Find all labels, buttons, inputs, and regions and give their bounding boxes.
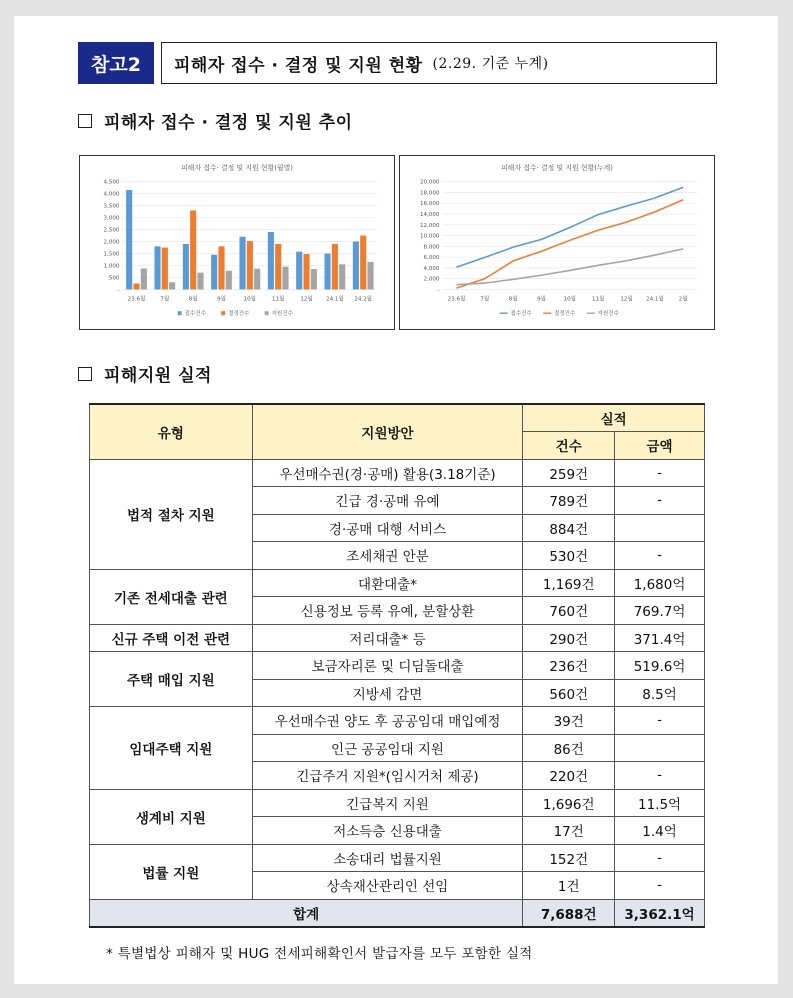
table-row [90, 844, 705, 872]
amount-cell: - [615, 707, 705, 735]
legend-swatch [221, 311, 225, 315]
method-cell: 저소득층 신용대출 [252, 817, 523, 845]
amount-cell: - [615, 844, 705, 872]
method-cell: 인근 공공임대 지원 [252, 734, 523, 762]
count-cell: 290건 [523, 624, 615, 652]
method-cell: 우선매수권(경·공매) 활용(3.18기준) [252, 459, 523, 487]
y-tick-label: 4,000 [423, 265, 440, 272]
y-tick-label: 10,000 [420, 233, 440, 240]
section-results-heading [78, 361, 212, 386]
category-cell: 기존 전세대출 관련 [90, 569, 253, 624]
count-cell: 884건 [523, 514, 615, 542]
page-title: 피해자 접수 · 결정 및 지원 현황 [174, 55, 423, 76]
total-row [90, 899, 705, 927]
header-method: 지원방안 [252, 404, 523, 459]
category-cell: 법적 절차 지원 [90, 459, 253, 569]
count-cell: 236건 [523, 652, 615, 680]
y-tick-label: 1,500 [103, 251, 120, 258]
x-tick-label: 10월 [563, 296, 577, 303]
y-tick-label: 18,000 [420, 190, 440, 197]
x-tick-label: 24.1월 [646, 296, 664, 303]
count-cell: 1건 [523, 872, 615, 900]
y-tick-label: 20,000 [420, 179, 440, 186]
count-cell: 789건 [523, 487, 615, 515]
y-tick-label: 3,500 [103, 203, 120, 210]
total-count: 7,688건 [523, 899, 615, 927]
category-cell: 생계비 지원 [90, 789, 253, 844]
header-count: 건수 [523, 432, 615, 460]
x-tick-label: 9월 [537, 296, 546, 303]
checkbox-square-icon [78, 367, 92, 381]
bar [218, 246, 224, 289]
bar [254, 269, 260, 290]
x-tick-label: 23.6월 [447, 296, 466, 303]
bar [360, 236, 366, 290]
series-line [456, 187, 683, 267]
count-cell: 39건 [523, 707, 615, 735]
method-cell: 우선매수권 양도 후 공공임대 매입예정 [252, 707, 523, 735]
total-amount: 3,362.1억 [615, 899, 705, 927]
bar [275, 244, 281, 289]
bar [303, 254, 309, 289]
bar [162, 248, 168, 290]
chart-title: 피해자 접수· 결정 및 지원 현황(누계) [501, 163, 613, 172]
method-cell: 긴급 경·공매 유예 [252, 487, 523, 515]
y-tick-label: 2,000 [423, 276, 440, 283]
y-tick-label: 6,000 [423, 255, 440, 262]
table-row [90, 569, 705, 597]
section-trend-title: 피해자 접수 · 결정 및 지원 추이 [104, 113, 353, 133]
amount-cell: - [615, 872, 705, 900]
amount-cell: 519.6억 [615, 652, 705, 680]
total-label: 합계 [90, 899, 523, 927]
count-cell: 259건 [523, 459, 615, 487]
bar [183, 244, 189, 289]
checkbox-square-icon [78, 114, 92, 128]
monthly-bar-chart [79, 155, 395, 330]
y-tick-label: 4,500 [103, 179, 120, 186]
method-cell: 조세채권 안분 [252, 542, 523, 570]
legend-label: 접수건수 [510, 311, 532, 318]
y-tick-label: 8,000 [423, 244, 440, 251]
x-tick-label: 9월 [217, 296, 226, 303]
amount-cell: 1.4억 [615, 817, 705, 845]
bar [197, 273, 203, 290]
y-tick-label: 16,000 [420, 201, 440, 208]
count-cell: 17건 [523, 817, 615, 845]
bar [141, 268, 147, 289]
method-cell: 긴급주거 지원*(임시거처 제공) [252, 762, 523, 790]
method-cell: 상속재산관리인 선임 [252, 872, 523, 900]
count-cell: 1,169건 [523, 569, 615, 597]
y-tick-label: 2,500 [103, 227, 120, 234]
category-cell: 법률 지원 [90, 844, 253, 899]
amount-cell: - [615, 542, 705, 570]
count-cell: 530건 [523, 542, 615, 570]
x-tick-label: 24.2월 [354, 296, 373, 303]
amount-cell: - [615, 487, 705, 515]
cumulative-line-chart-svg [400, 156, 714, 329]
bar [282, 267, 288, 290]
x-tick-label: 7월 [160, 296, 170, 303]
category-cell: 신규 주택 이전 관련 [90, 624, 253, 652]
method-cell: 소송대리 법률지원 [252, 844, 523, 872]
bar [353, 242, 359, 290]
y-tick-label: 3,000 [103, 215, 120, 222]
header-type: 유형 [90, 404, 253, 459]
x-tick-label: 8월 [508, 296, 518, 303]
amount-cell: 769.7억 [615, 597, 705, 625]
amount-cell [615, 734, 705, 762]
y-tick-label: 12,000 [420, 222, 440, 229]
count-cell: 152건 [523, 844, 615, 872]
method-cell: 대환대출* [252, 569, 523, 597]
chart-title: 피해자 접수· 결정 및 지원 현황(월별) [181, 163, 293, 172]
bar [367, 262, 373, 290]
y-tick-label: 1,000 [103, 263, 120, 270]
category-cell: 주택 매입 지원 [90, 652, 253, 707]
count-cell: 86건 [523, 734, 615, 762]
category-cell: 임대주택 지원 [90, 707, 253, 790]
legend-swatch [178, 311, 182, 315]
bar [268, 232, 274, 289]
bar [169, 282, 175, 289]
x-tick-label: 11월 [592, 296, 605, 303]
bar [226, 271, 232, 290]
bar [133, 283, 139, 289]
amount-cell: - [615, 459, 705, 487]
section-trend-heading [78, 108, 353, 133]
legend-label: 접수건수 [184, 311, 206, 318]
method-cell: 지방세 감면 [252, 679, 523, 707]
x-tick-label: 12월 [300, 296, 313, 303]
y-tick-label: - [437, 287, 440, 294]
method-cell: 긴급복지 지원 [252, 789, 523, 817]
y-tick-label: 2,000 [103, 239, 120, 246]
page-subtitle: (2.29. 기준 누계) [432, 56, 549, 72]
series-line [456, 200, 683, 288]
amount-cell [615, 514, 705, 542]
legend-label: 결정건수 [554, 311, 576, 318]
legend-label: 지원건수 [271, 311, 293, 318]
support-results-table [89, 403, 705, 928]
x-tick-label: 7월 [480, 296, 490, 303]
bar [190, 210, 196, 289]
y-tick-label: - [117, 287, 120, 294]
y-tick-label: 500 [108, 275, 120, 282]
table-row [90, 652, 705, 680]
legend-label: 결정건수 [228, 311, 250, 318]
x-tick-label: 10월 [243, 296, 257, 303]
table-row [90, 624, 705, 652]
table-body [90, 459, 705, 927]
header-result: 실적 [523, 404, 705, 432]
footnote: * 특별법상 피해자 및 HUG 전세피해확인서 발급자를 모두 포함한 실적 [106, 946, 533, 962]
document-header [78, 42, 717, 84]
amount-cell: 1,680억 [615, 569, 705, 597]
bar [339, 264, 345, 289]
count-cell: 560건 [523, 679, 615, 707]
legend-label: 지원건수 [597, 311, 619, 318]
bar [324, 254, 330, 290]
bar [247, 241, 253, 289]
x-tick-label: 2월 [678, 296, 688, 303]
count-cell: 760건 [523, 597, 615, 625]
x-tick-label: 11월 [272, 296, 285, 303]
amount-cell: 8.5억 [615, 679, 705, 707]
method-cell: 보금자리론 및 디딤돌대출 [252, 652, 523, 680]
x-tick-label: 24.1월 [326, 296, 344, 303]
amount-cell: 371.4억 [615, 624, 705, 652]
method-cell: 경·공매 대행 서비스 [252, 514, 523, 542]
amount-cell: 11.5억 [615, 789, 705, 817]
monthly-bar-chart-svg [80, 156, 394, 329]
count-cell: 220건 [523, 762, 615, 790]
bar [126, 190, 132, 289]
bar [332, 244, 338, 289]
x-tick-label: 23.6월 [127, 296, 146, 303]
bar [211, 255, 217, 290]
count-cell: 1,696건 [523, 789, 615, 817]
section-results-title: 피해지원 실적 [104, 366, 212, 386]
bar [296, 252, 302, 290]
method-cell: 저리대출* 등 [252, 624, 523, 652]
method-cell: 신용정보 등록 유예, 분할상환 [252, 597, 523, 625]
x-tick-label: 8월 [188, 296, 198, 303]
reference-badge: 참고2 [78, 42, 154, 84]
x-tick-label: 12월 [620, 296, 633, 303]
table-row [90, 707, 705, 735]
table-row [90, 459, 705, 487]
bar [154, 246, 160, 289]
title-box [161, 42, 717, 84]
cumulative-line-chart [399, 155, 715, 330]
y-tick-label: 14,000 [420, 212, 440, 219]
header-amount: 금액 [615, 432, 705, 460]
amount-cell: - [615, 762, 705, 790]
table-row [90, 789, 705, 817]
bar [239, 237, 245, 290]
bar [311, 269, 317, 289]
legend-swatch [265, 311, 269, 315]
y-tick-label: 4,000 [103, 191, 120, 198]
series-line [456, 249, 683, 285]
